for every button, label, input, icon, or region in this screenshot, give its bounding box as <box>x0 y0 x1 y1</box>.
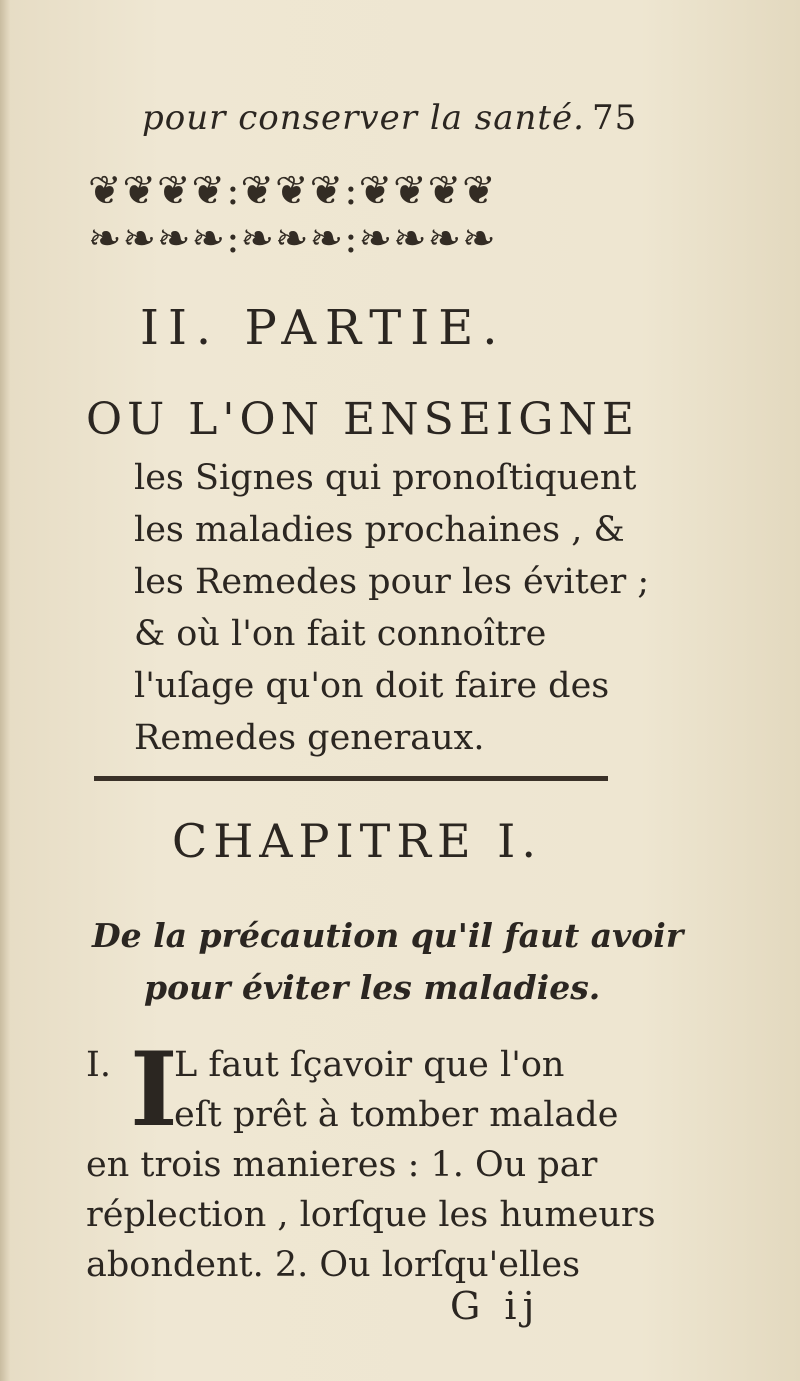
body-line: eſt prêt à tomber malade <box>174 1095 619 1135</box>
body-line <box>86 1040 646 1090</box>
page-edge <box>0 0 10 1381</box>
ornament-band-top: ❦❦❦❦:❦❦❦:❦❦❦❦ <box>88 168 497 214</box>
running-head <box>142 98 662 138</box>
drop-cap: I <box>130 1030 178 1150</box>
catchword: G ij <box>450 1284 541 1328</box>
chapter-subtitle-line: De la précaution qu'il faut avoir <box>92 916 684 955</box>
intro-line: les Signes qui pronoſtiquent <box>134 458 637 498</box>
chapter-subtitle-line: pour éviter les maladies. <box>144 968 601 1007</box>
chapter-subtitle <box>92 910 692 1014</box>
running-head-title: pour conserver la santé. <box>142 98 585 138</box>
intro-line: les Remedes pour les éviter ; <box>134 562 650 602</box>
section-divider <box>94 776 608 781</box>
body-line: réplection , lorſque les humeurs <box>86 1195 656 1235</box>
page-number: 75 <box>592 98 638 138</box>
intro-line: Remedes generaux. <box>134 718 485 758</box>
intro-line: les maladies prochaines , & <box>134 510 625 550</box>
body-line: en trois manieres : 1. Ou par <box>86 1145 598 1185</box>
body-paragraph <box>86 1030 656 1290</box>
body-line: abondent. 2. Ou lorſqu'elles <box>86 1245 581 1285</box>
paragraph-number: I. <box>86 1045 111 1085</box>
part-title: II. PARTIE. <box>140 300 507 356</box>
intro-paragraph <box>134 452 654 764</box>
part-subtitle: OU L'ON ENSEIGNE <box>86 394 640 445</box>
body-line-text: L faut ſçavoir que l'on <box>174 1045 565 1085</box>
chapter-title: CHAPITRE I. <box>172 814 542 868</box>
intro-line: l'uſage qu'on doit faire des <box>134 666 610 706</box>
intro-line: & où l'on fait connoître <box>134 614 547 654</box>
ornament-band-bottom: ❧❧❧❧:❧❧❧:❧❧❧❧ <box>88 216 497 262</box>
